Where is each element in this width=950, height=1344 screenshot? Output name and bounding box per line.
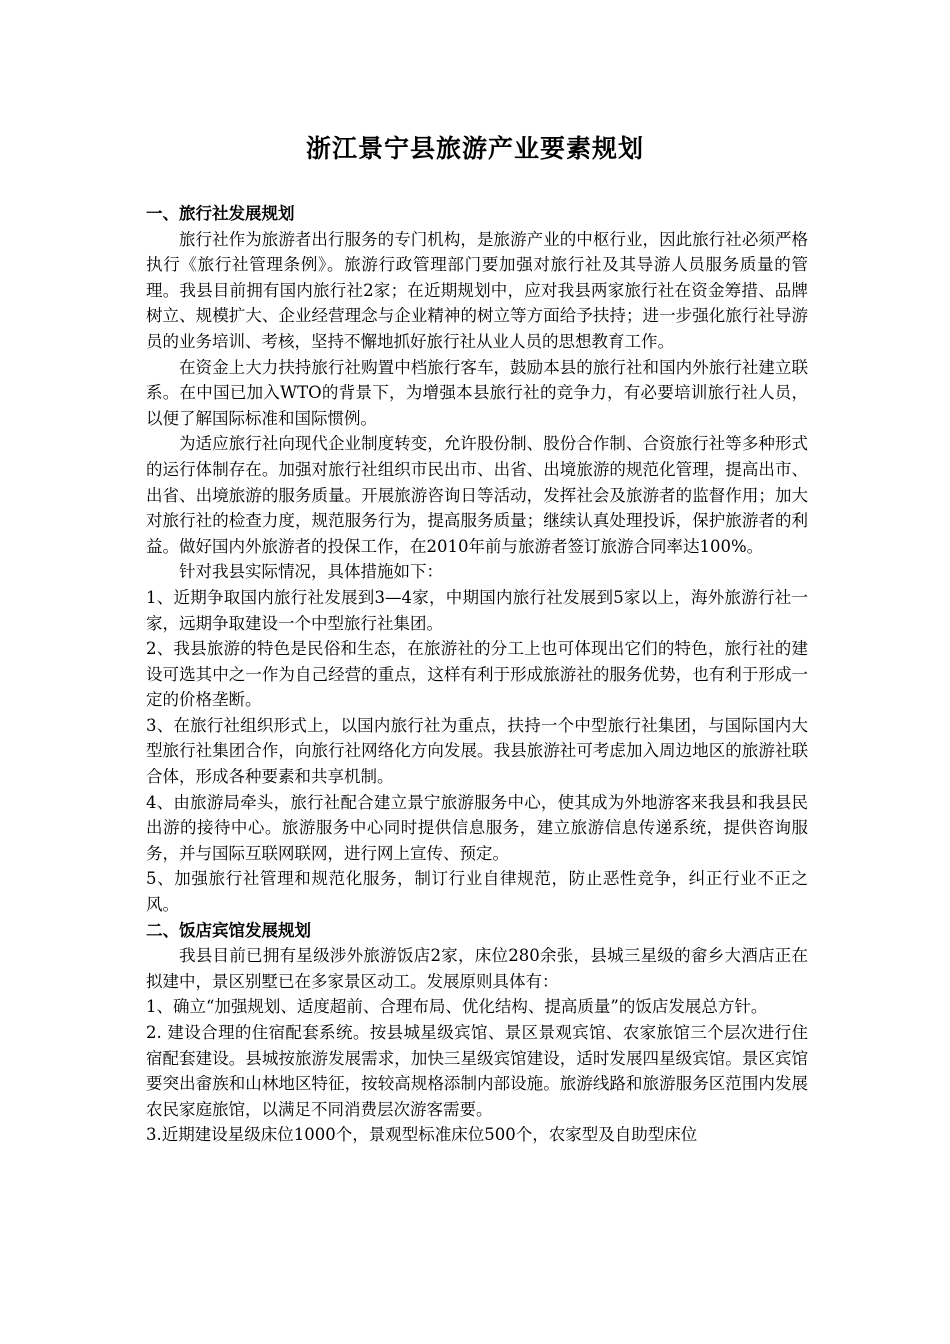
numbered-item: 2、我县旅游的特色是民俗和生态，在旅游社的分工上也可体现出它们的特色，旅行社的建设可选其中之一作为自己经营的重点，这样有利于形成旅游社的服务优势，也有利于形成一定的价格垄断。 — [146, 639, 808, 710]
section-heading: 一、旅行社发展规划 — [146, 204, 295, 223]
document-body — [146, 201, 808, 1148]
body-paragraph: 我县目前已拥有星级涉外旅游饭店2家，床位280余张，县城三星级的畲乡大酒店正在拟建中，景区别墅已在多家景区动工。发展原则具体有： — [146, 946, 808, 991]
body-paragraph: 为适应旅行社向现代企业制度转变，允许股份制、股份合作制、合资旅行社等多种形式的运行体制存在。加强对旅行社组织市民出市、出省、出境旅游的规范化管理，提高出市、出省、出境旅游的服务质量。开展旅游咨询日等活动，发挥社会及旅游者的监督作用；加大对旅行社的检查力度，规范服务行为，提高服务质量；继续认真处理投诉，保护旅游者的利益。做好国内外旅游者的投保工作，在2010年前与旅游者签订旅游合同率达100%。 — [146, 434, 808, 556]
numbered-item: 5、加强旅行社管理和规范化服务，制订行业自律规范，防止恶性竞争，纠正行业不正之风。 — [146, 869, 808, 915]
numbered-item: 3、在旅行社组织形式上，以国内旅行社为重点，扶持一个中型旅行社集团，与国际国内大型旅行社集团合作，向旅行社网络化方向发展。我县旅游社可考虑加入周边地区的旅游社联合体，形成各种要素和共享机制。 — [146, 715, 808, 787]
numbered-item: 4、由旅游局牵头，旅行社配合建立景宁旅游服务中心，使其成为外地游客来我县和我县民出游的接待中心。旅游服务中心同时提供信息服务，建立旅游信息传递系统，提供咨询服务，并与国际互联网联网，进行网上宣传、预定。 — [146, 792, 808, 863]
body-paragraph: 旅行社作为旅游者出行服务的专门机构，是旅游产业的中枢行业，因此旅行社必须严格执行《旅行社管理条例》。旅游行政管理部门要加强对旅行社及其导游人员服务质量的管理。我县目前拥有国内旅行社2家；在近期规划中，应对我县两家旅行社在资金筹措、品牌树立、规模扩大、企业经营理念与企业精神的树立等方面给予扶持；进一步强化旅行社导游员的业务培训、考核，坚持不懈地抓好旅行社从业人员的思想教育工作。 — [146, 229, 808, 351]
numbered-item: 2. 建设合理的住宿配套系统。按县城星级宾馆、景区景观宾馆、农家旅馆三个层次进行住宿配套建设。县城按旅游发展需求，加快三星级宾馆建设，适时发展四星级宾馆。景区宾馆要突出畲族和山林地区特征，按较高规格添制内部设施。旅游线路和旅游服务区范围内发展农民家庭旅馆，以满足不同消费层次游客需要。 — [146, 1023, 808, 1119]
numbered-item: 1、近期争取国内旅行社发展到3—4家，中期国内旅行社发展到5家以上，海外旅游行社一家，远期争取建设一个中型旅行社集团。 — [146, 587, 808, 633]
section-heading: 二、饭店宾馆发展规划 — [146, 920, 311, 940]
numbered-item: 1、确立“加强规划、适度超前、合理布局、优化结构、提高质量”的饭店发展总方针。 — [146, 997, 768, 1017]
document-title: 浙江景宁县旅游产业要素规划 — [305, 134, 644, 163]
body-paragraph: 在资金上大力扶持旅行社购置中档旅行客车，鼓励本县的旅行社和国内外旅行社建立联系。在中国已加入WTO的背景下，为增强本县旅行社的竞争力，有必要培训旅行社人员，以便了解国际标准和国际惯例。 — [146, 357, 808, 428]
numbered-item: 3.近期建设星级床位1000个，景观型标准床位500个，农家型及自助型床位 — [146, 1125, 698, 1145]
body-paragraph: 针对我县实际情况，具体措施如下： — [179, 562, 443, 582]
